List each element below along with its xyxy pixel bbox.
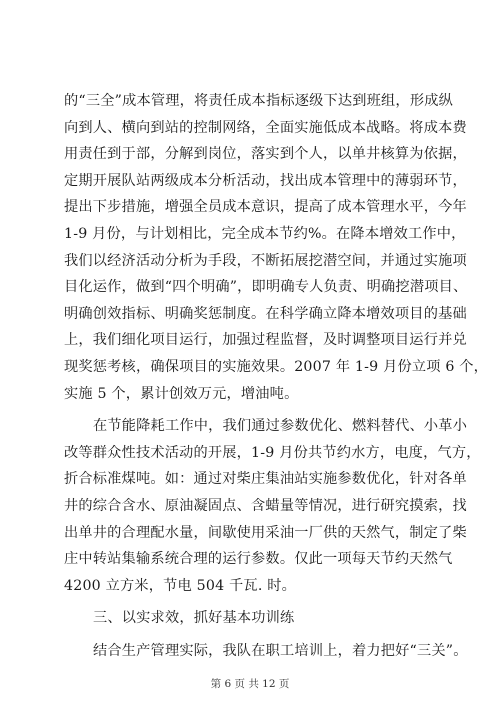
paragraph-cost-management — [64, 88, 489, 407]
text-line: 上，我们细化项目运行，加强过程监督，及时调整项目运行并兑 — [64, 332, 467, 349]
text-line: 现奖惩考核，确保项目的实施效果。2007 年 1-9 月份立项 6 个， — [64, 358, 489, 375]
text-line: 出单井的合理配水量，间歇使用采油一厂供的天然气，制定了柴 — [64, 524, 467, 541]
text-line: 折合标准煤吨。如：通过对柴庄集油站实施参数优化，针对各单 — [64, 471, 467, 488]
text-line: 改等群众性技术活动的开展，1-9 月份共节约水方，电度，气方， — [64, 444, 481, 461]
text-line: 庄中转站集输系统合理的运行参数。仅此一项每天节约天然气 — [64, 551, 453, 568]
text-line: 定期开展队站两级成本分析活动，找出成本管理中的薄弱环节， — [64, 172, 467, 189]
text-line: 明确创效指标、明确奖惩制度。在科学确立降本增效项目的基础 — [64, 305, 467, 322]
paragraph-energy-saving — [64, 413, 481, 599]
text-line: 目化运作，做到“四个明确”，即明确专人负责、明确挖潜项目、 — [64, 279, 468, 296]
text-line: 结合生产管理实际，我队在职工培训上，着力把好“三关”。 — [93, 642, 468, 659]
text-line: 井的综合含水、原油凝固点、含蜡量等情况，进行研究摸索，找 — [64, 497, 467, 514]
text-line: 在节能降耗工作中，我们通过参数优化、燃料替代、小革小 — [93, 418, 468, 435]
text-line: 用责任到于部，分解到岗位，落实到个人，以单井核算为依据， — [64, 146, 467, 163]
text-line: 向到人、横向到站的控制网络，全面实施低成本战略。将成本费 — [64, 119, 467, 136]
page-number-footer: 第 6 页 共 12 页 — [210, 678, 290, 690]
document-body — [64, 88, 489, 664]
text-line: 4200 立方米，节电 504 千瓦. 时。 — [64, 577, 297, 594]
paragraph-training — [64, 638, 468, 665]
text-line: 提出下步措施，增强全员成本意识，提高了成本管理水平，今年 — [64, 199, 467, 216]
text-line: 的“三全”成本管理，将责任成本指标逐级下达到班组，形成纵 — [64, 93, 453, 109]
text-line: 实施 5 个，累计创效万元，增油吨。 — [64, 385, 299, 402]
section-heading — [64, 605, 438, 632]
text-line: 我们以经济活动分析为手段，不断拓展挖潜空间，并通过实施项 — [64, 252, 467, 269]
section-heading-text: 三、以实求效，抓好基本功训练 — [93, 610, 295, 627]
text-line: 1-9 月份，与计划相比，完全成本节约%。在降本增效工作中， — [64, 225, 466, 242]
